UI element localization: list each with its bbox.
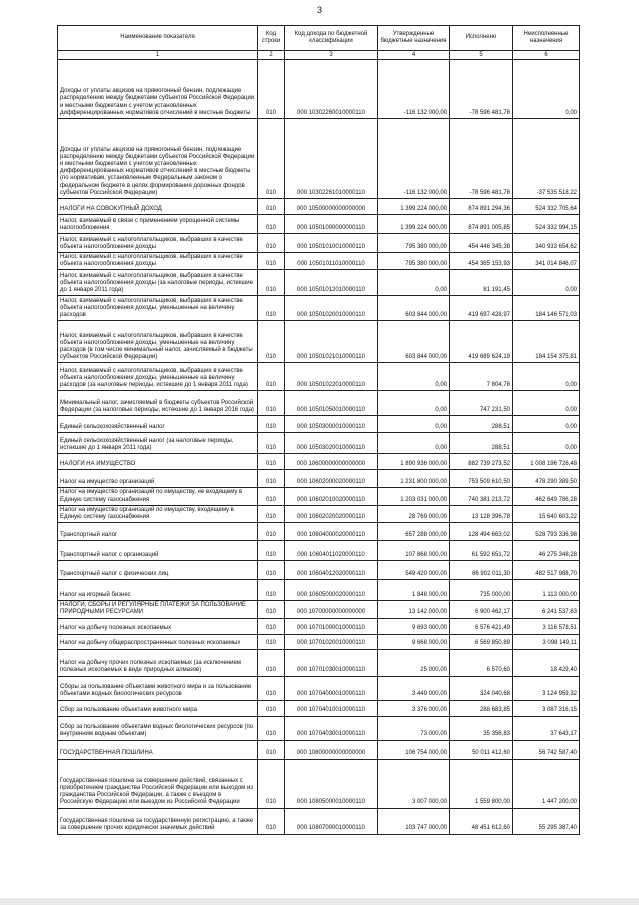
row-unexecuted-cell: 528 793 336,98: [513, 523, 580, 541]
row-approved-cell: 3 376 000,00: [378, 700, 450, 716]
row-unexecuted-cell: 0,00: [513, 416, 580, 433]
row-name-cell: Сбор за пользование объектами водных биологических ресурсов (по внутренним водным объектам): [58, 716, 258, 740]
row-approved-cell: 107 868 000,00: [378, 541, 450, 561]
row-line-cell: 010: [258, 60, 285, 119]
row-unexecuted-cell: 3 098 149,11: [513, 634, 580, 649]
table-row: [58, 523, 580, 541]
row-approved-cell: 9 668 000,00: [378, 634, 450, 649]
table-row: [58, 676, 580, 700]
row-line-cell: 010: [258, 601, 285, 618]
row-line-cell: 010: [258, 454, 285, 470]
row-executed-cell: 454 446 345,38: [450, 234, 513, 253]
row-unexecuted-cell: 524 332 994,15: [513, 215, 580, 234]
row-name-cell: Транспортный налог с физических лиц: [58, 561, 258, 580]
header-line-code: Код строки: [258, 26, 285, 51]
row-unexecuted-cell: 524 332 705,64: [513, 199, 580, 215]
row-executed-cell: 740 381 213,72: [450, 488, 513, 505]
table-row: [58, 561, 580, 580]
row-line-cell: 010: [258, 700, 285, 716]
row-unexecuted-cell: 6 241 537,83: [513, 601, 580, 618]
row-approved-cell: 795 380 000,00: [378, 234, 450, 253]
row-approved-cell: 1 203 031 000,00: [378, 488, 450, 505]
row-executed-cell: 747 231,50: [450, 391, 513, 416]
row-line-cell: 010: [258, 649, 285, 676]
row-code-cell: 000 10602010020000110: [285, 488, 378, 505]
row-code-cell: 000 10602020020000110: [285, 505, 378, 522]
table-row: [58, 199, 580, 215]
row-line-cell: 010: [258, 215, 285, 234]
row-unexecuted-cell: 184 146 571,03: [513, 296, 580, 321]
row-name-cell: Государственная пошлина за государственную регистрацию, а также за совершение прочих юридически значимых действий: [58, 808, 258, 834]
row-unexecuted-cell: -37 535 518,22: [513, 119, 580, 199]
row-approved-cell: 0,00: [378, 391, 450, 416]
column-number-row: [58, 51, 580, 60]
row-unexecuted-cell: 55 295 387,40: [513, 808, 580, 834]
row-code-cell: 000 10605000020000110: [285, 580, 378, 601]
row-code-cell: 000 10302261010000110: [285, 119, 378, 199]
table-header-row: [58, 26, 580, 51]
row-unexecuted-cell: 0,00: [513, 391, 580, 416]
row-executed-cell: 882 739 273,52: [450, 454, 513, 470]
row-line-cell: 010: [258, 808, 285, 834]
row-code-cell: 000 10807000010000110: [285, 808, 378, 834]
row-executed-cell: 50 011 412,60: [450, 740, 513, 759]
row-executed-cell: 288,51: [450, 433, 513, 454]
row-executed-cell: 6 569 850,89: [450, 634, 513, 649]
table-row: [58, 759, 580, 808]
row-name-cell: Налог на добычу прочих полезных ископаемых (за исключением полезных ископаемых в виде природных алмазов): [58, 649, 258, 676]
row-line-cell: 010: [258, 253, 285, 270]
row-approved-cell: 0,00: [378, 433, 450, 454]
table-row: [58, 634, 580, 649]
row-line-cell: 010: [258, 618, 285, 634]
row-code-cell: 000 10501020010000110: [285, 296, 378, 321]
row-executed-cell: 454 365 153,93: [450, 253, 513, 270]
row-unexecuted-cell: 341 014 846,07: [513, 253, 580, 270]
row-line-cell: 010: [258, 433, 285, 454]
row-approved-cell: 1 399 224 000,00: [378, 199, 450, 215]
row-name-cell: Налог, взимаемый с налогоплательщиков, выбравших в качестве объекта налогообложения доходы, уменьшенные на величину расходов: [58, 296, 258, 321]
row-approved-cell: 0,00: [378, 416, 450, 433]
row-executed-cell: 66 902 011,30: [450, 561, 513, 580]
row-code-cell: 000 10604011020000110: [285, 541, 378, 561]
row-code-cell: 000 10700000000000000: [285, 601, 378, 618]
row-unexecuted-cell: 0,00: [513, 270, 580, 296]
table-row: [58, 470, 580, 488]
row-name-cell: Налог на добычу общераспространенных полезных ископаемых: [58, 634, 258, 649]
row-unexecuted-cell: 3 116 578,51: [513, 618, 580, 634]
row-unexecuted-cell: 0,00: [513, 363, 580, 391]
row-approved-cell: 9 693 000,00: [378, 618, 450, 634]
row-unexecuted-cell: 482 517 988,70: [513, 561, 580, 580]
column-number: 2: [258, 51, 285, 60]
row-line-cell: 010: [258, 676, 285, 700]
row-unexecuted-cell: 184 154 375,81: [513, 321, 580, 363]
row-code-cell: 000 10600000000000000: [285, 454, 378, 470]
row-unexecuted-cell: 1 447 200,00: [513, 759, 580, 808]
row-executed-cell: 1 559 800,00: [450, 759, 513, 808]
row-name-cell: Единый сельскохозяйственный налог (за налоговые периоды, истекшие до 1 января 2011 года): [58, 433, 258, 454]
row-name-cell: Единый сельскохозяйственный налог: [58, 416, 258, 433]
row-name-cell: НАЛОГИ НА ИМУЩЕСТВО: [58, 454, 258, 470]
row-line-cell: 010: [258, 759, 285, 808]
row-approved-cell: 73 000,00: [378, 716, 450, 740]
row-code-cell: 000 10501012010000110: [285, 270, 378, 296]
row-line-cell: 010: [258, 270, 285, 296]
row-approved-cell: -116 132 000,00: [378, 119, 450, 199]
column-number: 4: [378, 51, 450, 60]
row-name-cell: Налог, взимаемый с налогоплательщиков, выбравших в качестве объекта налогообложения доходы, уменьшенные на величину расходов (за налоговые периоды, истекшие до 1 января 2011 года): [58, 363, 258, 391]
row-code-cell: 000 10602000020000110: [285, 470, 378, 488]
table-row: [58, 601, 580, 618]
row-approved-cell: 3 007 000,00: [378, 759, 450, 808]
row-unexecuted-cell: 1 008 196 726,48: [513, 454, 580, 470]
table-row: [58, 808, 580, 834]
row-executed-cell: 288,51: [450, 416, 513, 433]
table-row: [58, 541, 580, 561]
row-line-cell: 010: [258, 716, 285, 740]
row-line-cell: 010: [258, 391, 285, 416]
row-code-cell: 000 10805000010000110: [285, 759, 378, 808]
row-code-cell: 000 10501000000000110: [285, 215, 378, 234]
row-name-cell: НАЛОГИ НА СОВОКУПНЫЙ ДОХОД: [58, 199, 258, 215]
row-code-cell: 000 10704010010000110: [285, 700, 378, 716]
row-approved-cell: 657 288 000,00: [378, 523, 450, 541]
row-unexecuted-cell: 1 113 000,00: [513, 580, 580, 601]
row-unexecuted-cell: 3 124 959,32: [513, 676, 580, 700]
row-executed-cell: 753 509 610,50: [450, 470, 513, 488]
row-line-cell: 010: [258, 740, 285, 759]
row-executed-cell: 324 040,68: [450, 676, 513, 700]
table-row: [58, 253, 580, 270]
row-code-cell: 000 10704000010000110: [285, 676, 378, 700]
row-unexecuted-cell: 0,00: [513, 60, 580, 119]
row-line-cell: 010: [258, 488, 285, 505]
row-unexecuted-cell: 46 275 348,28: [513, 541, 580, 561]
row-unexecuted-cell: 37 643,17: [513, 716, 580, 740]
row-approved-cell: -116 132 000,00: [378, 60, 450, 119]
row-name-cell: Налог на игорный бизнес: [58, 580, 258, 601]
row-executed-cell: -78 596 481,78: [450, 60, 513, 119]
row-executed-cell: 419 697 428,97: [450, 296, 513, 321]
row-approved-cell: 25 000,00: [378, 649, 450, 676]
row-code-cell: 000 10500000000000000: [285, 199, 378, 215]
row-approved-cell: 13 142 000,00: [378, 601, 450, 618]
row-executed-cell: 13 128 396,78: [450, 505, 513, 522]
row-code-cell: 000 10701030010000110: [285, 649, 378, 676]
column-number: 3: [285, 51, 378, 60]
row-name-cell: Доходы от уплаты акцизов на прямогонный бензин, подлежащие распределению между бюджетами субъектов Российской Федерации и местными бюджетами с учетом установленных дифференцированных нормативов отчислений в местные бюджеты (по нормативам, установленным Федеральным законом о федеральном бюджете в целях формирования дорожных фондов субъектов Российской Федерации): [58, 119, 258, 199]
row-code-cell: 000 10701020010000110: [285, 634, 378, 649]
row-line-cell: 010: [258, 541, 285, 561]
row-line-cell: 010: [258, 234, 285, 253]
row-approved-cell: 0,00: [378, 270, 450, 296]
table-row: [58, 416, 580, 433]
row-line-cell: 010: [258, 523, 285, 541]
row-code-cell: 000 10503000010000110: [285, 416, 378, 433]
row-name-cell: Налог на имущество организаций: [58, 470, 258, 488]
header-income-code: Код дохода по бюджетной классификации: [285, 26, 378, 51]
row-unexecuted-cell: 462 649 786,28: [513, 488, 580, 505]
row-code-cell: 000 10604000020000110: [285, 523, 378, 541]
table-row: [58, 454, 580, 470]
row-name-cell: Сбор за пользование объектами животного мира: [58, 700, 258, 716]
row-approved-cell: 1 890 936 000,00: [378, 454, 450, 470]
row-code-cell: 000 10503020010000110: [285, 433, 378, 454]
row-line-cell: 010: [258, 634, 285, 649]
row-unexecuted-cell: 478 290 389,50: [513, 470, 580, 488]
row-code-cell: 000 10501050010000110: [285, 391, 378, 416]
row-unexecuted-cell: 3 087 316,15: [513, 700, 580, 716]
row-code-cell: 000 10701000010000110: [285, 618, 378, 634]
table-row: [58, 618, 580, 634]
row-line-cell: 010: [258, 363, 285, 391]
row-code-cell: 000 10501021010000110: [285, 321, 378, 363]
row-executed-cell: 6 900 462,17: [450, 601, 513, 618]
table-row: [58, 234, 580, 253]
table-row: [58, 649, 580, 676]
row-name-cell: ГОСУДАРСТВЕННАЯ ПОШЛИНА: [58, 740, 258, 759]
table-row: [58, 391, 580, 416]
column-number: 5: [450, 51, 513, 60]
row-approved-cell: 103 747 000,00: [378, 808, 450, 834]
row-approved-cell: 603 844 000,00: [378, 296, 450, 321]
row-executed-cell: 35 356,83: [450, 716, 513, 740]
row-approved-cell: 795 380 000,00: [378, 253, 450, 270]
row-unexecuted-cell: 15 640 603,22: [513, 505, 580, 522]
row-code-cell: 000 10501011010000110: [285, 253, 378, 270]
row-executed-cell: 419 689 624,19: [450, 321, 513, 363]
budget-income-table: [57, 25, 580, 835]
table-row: [58, 700, 580, 716]
table-row: [58, 321, 580, 363]
row-name-cell: Налог на имущество организаций по имуществу, не входящему в Единую систему газоснабжения: [58, 488, 258, 505]
row-executed-cell: 874 891 005,85: [450, 215, 513, 234]
row-code-cell: 000 10704030010000110: [285, 716, 378, 740]
table-row: [58, 433, 580, 454]
row-approved-cell: 603 844 000,00: [378, 321, 450, 363]
row-line-cell: 010: [258, 321, 285, 363]
row-name-cell: Сборы за пользование объектами животного мира и за пользование объектами водных биологических ресурсов: [58, 676, 258, 700]
row-executed-cell: 61 592 651,72: [450, 541, 513, 561]
page-number: 3: [316, 5, 322, 15]
row-executed-cell: 6 570,60: [450, 649, 513, 676]
row-executed-cell: -78 596 481,78: [450, 119, 513, 199]
table-row: [58, 119, 580, 199]
row-approved-cell: 106 754 000,00: [378, 740, 450, 759]
column-number: 1: [58, 51, 258, 60]
row-executed-cell: 128 494 663,02: [450, 523, 513, 541]
row-executed-cell: 288 683,85: [450, 700, 513, 716]
row-name-cell: Налог, взимаемый с налогоплательщиков, выбравших в качестве объекта налогообложения доходы: [58, 253, 258, 270]
row-code-cell: 000 10302260010000110: [285, 60, 378, 119]
row-executed-cell: 735 000,00: [450, 580, 513, 601]
row-name-cell: НАЛОГИ, СБОРЫ И РЕГУЛЯРНЫЕ ПЛАТЕЖИ ЗА ПОЛЬЗОВАНИЕ ПРИРОДНЫМИ РЕСУРСАМИ: [58, 601, 258, 618]
row-code-cell: 000 10604012020000110: [285, 561, 378, 580]
table-row: [58, 363, 580, 391]
row-name-cell: Налог на добычу полезных ископаемых: [58, 618, 258, 634]
row-executed-cell: 874 891 294,36: [450, 199, 513, 215]
row-unexecuted-cell: 0,00: [513, 433, 580, 454]
row-line-cell: 010: [258, 199, 285, 215]
row-approved-cell: 1 231 800 000,00: [378, 470, 450, 488]
row-name-cell: Налог, взимаемый с налогоплательщиков, выбравших в качестве объекта налогообложения доходы, уменьшенные на величину расходов (в том числе минимальный налог, зачисляемый в бюджеты субъектов Российской Федерации): [58, 321, 258, 363]
row-code-cell: 000 10501010010000110: [285, 234, 378, 253]
row-unexecuted-cell: 56 742 587,40: [513, 740, 580, 759]
row-approved-cell: 1 399 224 000,00: [378, 215, 450, 234]
row-unexecuted-cell: 18 429,40: [513, 649, 580, 676]
row-approved-cell: 0,00: [378, 363, 450, 391]
row-name-cell: Минимальный налог, зачисляемый в бюджеты субъектов Российской Федерации (за налоговые периоды, истекшие до 1 января 2016 года): [58, 391, 258, 416]
row-name-cell: Налог на имущество организаций по имуществу, входящему в Единую систему газоснабжения: [58, 505, 258, 522]
table-row: [58, 215, 580, 234]
row-line-cell: 010: [258, 416, 285, 433]
row-line-cell: 010: [258, 505, 285, 522]
row-approved-cell: 549 420 000,00: [378, 561, 450, 580]
row-name-cell: Транспортный налог: [58, 523, 258, 541]
row-executed-cell: 81 191,45: [450, 270, 513, 296]
scan-edge: [0, 898, 639, 905]
row-name-cell: Налог, взимаемый с налогоплательщиков, выбравших в качестве объекта налогообложения доходы: [58, 234, 258, 253]
row-approved-cell: 3 449 000,00: [378, 676, 450, 700]
row-executed-cell: 6 576 421,49: [450, 618, 513, 634]
row-line-cell: 010: [258, 561, 285, 580]
row-executed-cell: 48 451 612,60: [450, 808, 513, 834]
column-number: 6: [513, 51, 580, 60]
row-line-cell: 010: [258, 580, 285, 601]
row-name-cell: Налог, взимаемый в связи с применением упрощенной системы налогообложения: [58, 215, 258, 234]
table-row: [58, 60, 580, 119]
header-name: Наименование показателя: [58, 26, 258, 51]
row-executed-cell: 7 804,78: [450, 363, 513, 391]
row-line-cell: 010: [258, 470, 285, 488]
row-approved-cell: 28 769 000,00: [378, 505, 450, 522]
header-approved: Утвержденные бюджетные назначения: [378, 26, 450, 51]
row-unexecuted-cell: 340 933 654,62: [513, 234, 580, 253]
row-code-cell: 000 10800000000000000: [285, 740, 378, 759]
row-approved-cell: 1 848 000,00: [378, 580, 450, 601]
row-name-cell: Налог, взимаемый с налогоплательщиков, выбравших в качестве объекта налогообложения доходы (за налоговые периоды, истекшие до 1 января 2011 года): [58, 270, 258, 296]
row-code-cell: 000 10501022010000110: [285, 363, 378, 391]
header-executed: Исполнено: [450, 26, 513, 51]
row-name-cell: Доходы от уплаты акцизов на прямогонный бензин, подлежащие распределению между бюджетами субъектов Российской Федерации и местными бюджетами с учетом установленных дифференцированных нормативов отчислений в местные бюджеты: [58, 60, 258, 119]
table-row: [58, 270, 580, 296]
table-row: [58, 296, 580, 321]
table-row: [58, 505, 580, 522]
table-row: [58, 716, 580, 740]
table-row: [58, 740, 580, 759]
row-line-cell: 010: [258, 296, 285, 321]
table-row: [58, 488, 580, 505]
row-name-cell: Транспортный налог с организаций: [58, 541, 258, 561]
header-unexecuted: Неисполненные назначения: [513, 26, 580, 51]
row-line-cell: 010: [258, 119, 285, 199]
row-name-cell: Государственная пошлина за совершение действий, связанных с приобретением гражданства Российской Федерации или выходом из гражданства Российской Федерации, а также с въездом в Российскую Федерацию или выездом из Российской Федерации: [58, 759, 258, 808]
table-row: [58, 580, 580, 601]
